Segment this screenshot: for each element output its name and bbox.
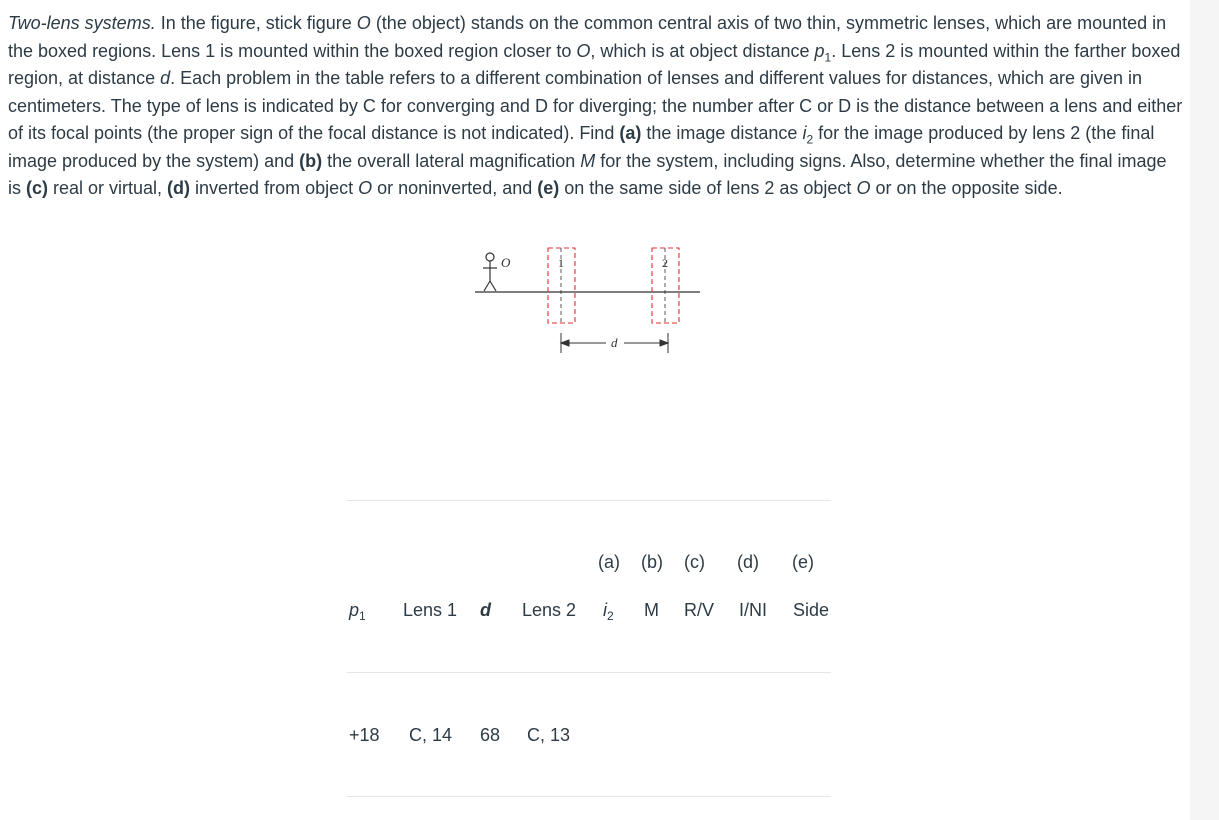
distance-label: d [611,335,618,350]
header-part-d: (d) [737,552,759,572]
var-i: i [802,123,807,143]
table-rule-bottom [347,796,831,797]
table-rule-mid [347,672,831,673]
subscript: 1 [824,50,832,65]
cell-lens2: C, 13 [527,725,571,745]
part-a: (a) [619,123,642,143]
col-m: M [644,600,659,620]
text: In the figure, stick figure [155,13,357,33]
lens1-label: 1 [558,256,564,270]
i-symbol: i [603,600,607,620]
problem-title: Two-lens systems. [8,13,156,33]
text: real or virtual, [48,178,168,198]
text: the overall lateral magnification [322,150,581,171]
part-b: (b) [299,150,323,171]
text: inverted from object [190,178,359,198]
var-d: d [160,68,171,88]
col-lens1: Lens 1 [403,600,458,620]
part-c: (c) [26,178,48,198]
subscript: 2 [607,609,614,623]
right-scroll-strip [1190,0,1219,820]
col-side: Side [793,600,830,620]
col-ini: I/NI [739,600,768,620]
text: . Each problem in the table refers to a different combination of lenses and different values for distances, which are given in centimeters. The type of lens is indicated by C for converging and D for diverging; the number after C or D is the distance between a lens and either of its focal points (the proper sign of the focal distance is not indicated). Find [8,68,1183,143]
col-d: d [480,600,491,620]
p-symbol: p [349,600,360,620]
problem-statement [8,10,1183,203]
cell-d: 68 [480,725,501,745]
var-m: M [580,150,596,171]
var-o: O [356,13,371,33]
part-d: (d) [167,178,191,198]
var-o: O [576,40,591,61]
text: the image distance [641,123,803,143]
text: or on the opposite side. [870,178,1063,198]
col-i2 [603,600,614,623]
var-o: O [358,178,373,198]
cell-p1: +18 [349,725,380,745]
subscript: 2 [806,132,814,147]
text: for the image produced by lens 2 (the final image produced by the system) and [8,123,1155,171]
header-part-a: (a) [598,552,620,572]
two-lens-diagram [470,245,710,370]
lens2-label: 2 [662,256,668,270]
col-rv: R/V [684,600,715,620]
stick-figure-icon [483,253,497,291]
var-p: p [814,40,825,61]
text: on the same side of lens 2 as object [559,178,857,198]
var-o: O [856,178,871,198]
col-p1 [349,600,366,623]
table-rule-top [347,500,831,501]
cell-lens1: C, 14 [409,725,453,745]
object-label: O [501,255,511,270]
col-lens2: Lens 2 [522,600,577,620]
subscript: 1 [359,609,366,623]
text: , which is at object distance [590,40,815,61]
text: . Lens 2 is mounted within the farther boxed region, at distance [8,40,1181,88]
header-part-b: (b) [641,552,663,572]
text: or noninverted, and [372,178,538,198]
part-e: (e) [537,178,560,198]
header-part-e: (e) [792,552,814,572]
header-part-c: (c) [684,552,705,572]
text: (the object) stands on the common central axis of two thin, symmetric lenses, which are mounted in the boxed regions. Lens 1 is mounted within the boxed region closer to [8,13,1167,61]
text: for the system, including signs. Also, determine whether the final image is [8,150,1167,198]
